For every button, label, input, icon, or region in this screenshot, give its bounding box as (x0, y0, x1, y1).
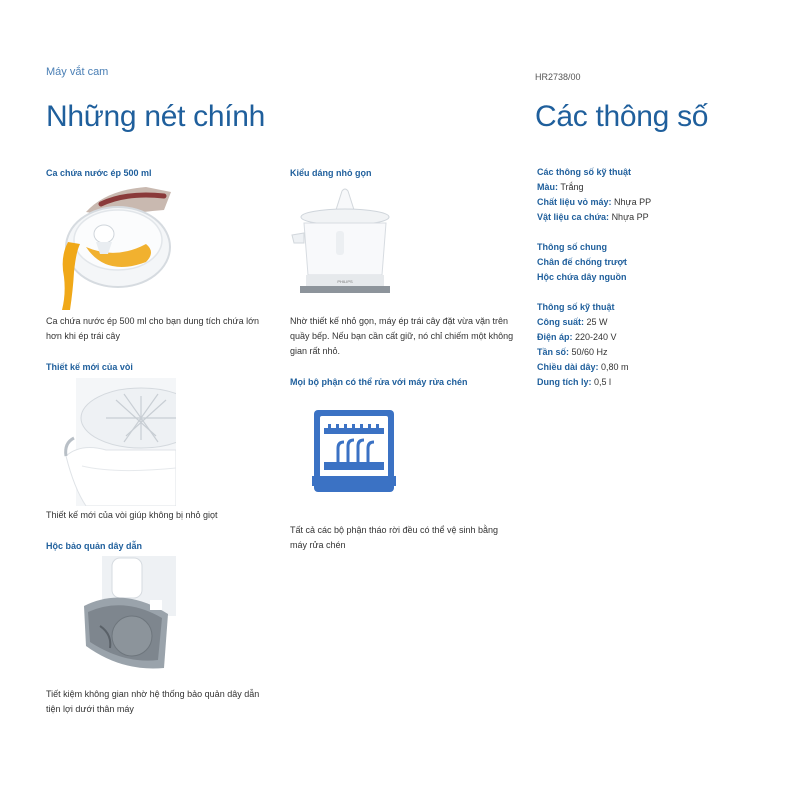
specs-panel (537, 165, 777, 390)
model-number: HR2738/00 (535, 72, 581, 82)
feature-title-jug: Ca chứa nước ép 500 ml (46, 168, 152, 178)
spout-image (46, 378, 176, 506)
spec-row: Tần số: 50/60 Hz (537, 347, 608, 357)
cord-storage-image (72, 556, 176, 672)
features-heading: Những nét chính (46, 100, 266, 133)
spec-general-title: Thông số chung (537, 242, 607, 252)
feature-text-spout: Thiết kế mới của vòi giúp không bị nhỏ giọt (46, 510, 218, 520)
dishwasher-icon (310, 408, 398, 496)
brand-label: PHILIPS (337, 279, 353, 284)
juicer-image (290, 183, 400, 298)
spec-tech2-title: Thông số kỹ thuật (537, 302, 615, 312)
feature-title-cord: Hộc bảo quản dây dẫn (46, 541, 143, 551)
spec-row: Màu: Trắng (537, 182, 584, 192)
product-name: Máy vắt cam (46, 66, 109, 78)
spec-row: Công suất: 25 W (537, 317, 608, 327)
feature-title-spout: Thiết kế mới của vòi (46, 362, 133, 372)
feature-text-compact: Nhờ thiết kế nhỏ gọn, máy ép trái cây đặt vừa vặn trên quầy bếp. Nếu bạn cần cất giữ, nó chỉ chiếm một không gian rất nhỏ. (290, 316, 514, 356)
feature-text-cord: Tiết kiệm không gian nhờ hệ thống bảo quản dây dẫn tiện lợi dưới thân máy (46, 689, 260, 714)
spec-row: Vật liệu ca chứa: Nhựa PP (537, 212, 649, 222)
spec-tech-title: Các thông số kỹ thuật (537, 167, 632, 177)
spec-row: Dung tích ly: 0,5 l (537, 377, 612, 387)
spec-row: Điện áp: 220-240 V (537, 332, 617, 342)
feature-text-jug: Ca chứa nước ép 500 ml cho bạn dung tích chứa lớn hơn khi ép trái cây (46, 316, 259, 341)
feature-title-dishwasher: Mọi bộ phận có thể rửa với máy rửa chén (290, 377, 468, 387)
spec-general-item: Chân đế chống trượt (537, 257, 627, 267)
feature-text-dishwasher: Tất cả các bộ phận tháo rời đều có thể vệ sinh bằng máy rửa chén (290, 525, 499, 550)
specs-heading: Các thông số (535, 100, 709, 133)
juice-jug-image (46, 182, 176, 312)
spec-general-item: Hộc chứa dây nguồn (537, 272, 627, 282)
spec-row: Chiều dài dây: 0,80 m (537, 362, 629, 372)
spec-row: Chất liệu vỏ máy: Nhựa PP (537, 197, 652, 207)
feature-title-compact: Kiểu dáng nhỏ gọn (290, 168, 372, 178)
